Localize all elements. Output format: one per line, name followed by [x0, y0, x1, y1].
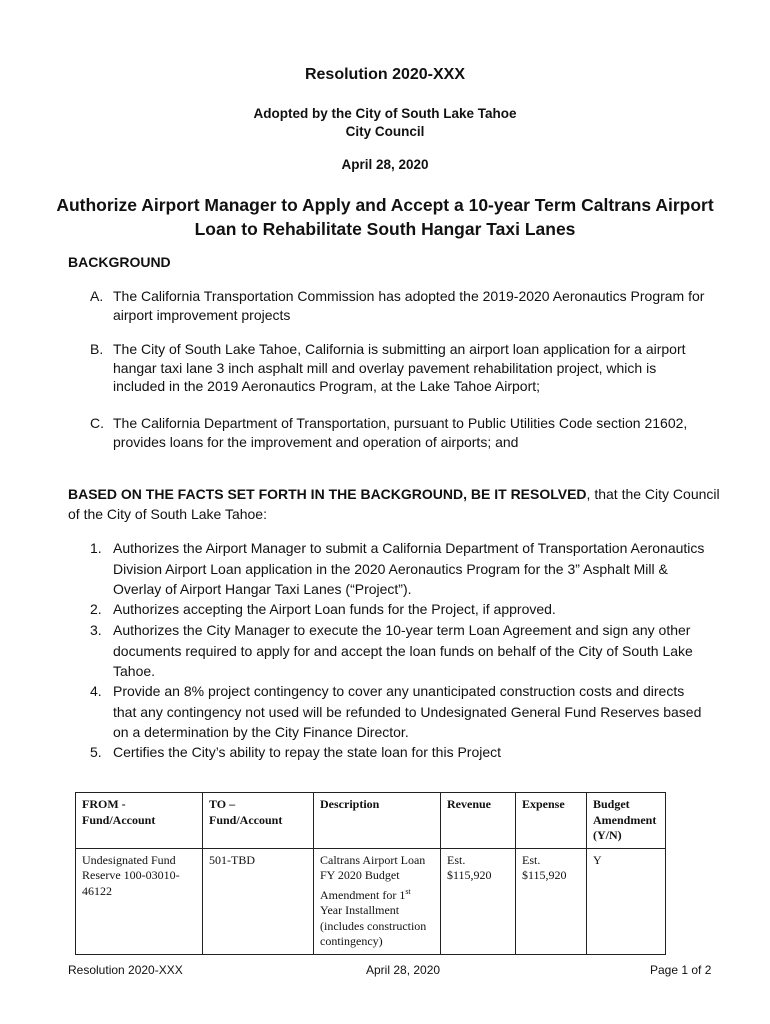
item-text: Certifies the City’s ability to repay the state loan for this Project [113, 744, 502, 760]
table-row [76, 848, 666, 954]
cell-revenue: Est. $115,920 [441, 848, 516, 954]
adopted-line-1: Adopted by the City of South Lake Tahoe [253, 106, 517, 121]
description-part-2: Year Installment (includes construction contingency) [320, 903, 427, 948]
header-revenue: Revenue [441, 793, 516, 849]
background-item-b [90, 340, 710, 396]
item-text: The California Transportation Commission has adopted the 2019-2020 Aeronautics Program for airport improvement projects [113, 288, 705, 323]
background-heading: BACKGROUND [68, 254, 171, 270]
item-text: Authorizes the City Manager to execute the 10-year term Loan Agreement and sign any other documents required to apply for and accept the loan funds on behalf of the City of South Lake Tahoe. [113, 622, 693, 679]
item-number: 5. [90, 744, 102, 760]
adopted-line-2: City Council [345, 124, 425, 139]
resolution-item-1 [90, 538, 710, 600]
description-part-1: Caltrans Airport Loan FY 2020 Budget Amendment for 1 [320, 852, 426, 902]
header-budget-amendment: Budget Amendment (Y/N) [587, 793, 666, 849]
resolution-item-3 [90, 620, 710, 682]
cell-description [314, 848, 441, 954]
background-item-a [90, 287, 710, 324]
resolution-item-2 [90, 599, 710, 620]
headline-line-2: Loan to Rehabilitate South Hangar Taxi Lanes [194, 219, 576, 239]
resolution-title: Resolution 2020-XXX [304, 66, 466, 83]
headline-line-1: Authorize Airport Manager to Apply and Accept a 10-year Term Caltrans Airport [56, 195, 714, 215]
item-number: 1. [90, 540, 102, 556]
item-letter: A. [90, 288, 104, 304]
adopted-by [0, 105, 770, 141]
cell-budget-amendment: Y [587, 848, 666, 954]
description-superscript: st [405, 886, 411, 896]
resolved-clause [68, 484, 728, 524]
item-letter: C. [90, 415, 104, 431]
budget-table [75, 792, 666, 955]
item-number: 2. [90, 601, 102, 617]
item-number: 4. [90, 683, 102, 699]
resolution-headline [0, 193, 770, 241]
header-description: Description [314, 793, 441, 849]
header-expense: Expense [516, 793, 587, 849]
resolution-item-5 [90, 742, 710, 763]
cell-from: Undesignated Fund Reserve 100-03010-46122 [76, 848, 203, 954]
footer-center: April 28, 2020 [366, 963, 441, 977]
resolution-date: April 28, 2020 [341, 157, 429, 172]
item-text: Authorizes the Airport Manager to submit a California Department of Transportation Aeronautics Division Airport Loan application in the 2020 Aeronautics Program for the 3” Asphalt Mill & Overlay of Airport Hangar Taxi Lanes (“Project”). [113, 540, 705, 597]
resolved-rest: , that the City Council of the City of South Lake Tahoe: [68, 486, 720, 522]
item-text: Provide an 8% project contingency to cover any unanticipated construction costs and directs that any contingency not used will be refunded to Undesignated General Fund Reserves based on a determination by the City Finance Director. [113, 683, 702, 740]
background-item-c [90, 414, 710, 451]
table-header-row [76, 793, 666, 849]
resolution-item-4 [90, 681, 710, 743]
item-text: Authorizes accepting the Airport Loan funds for the Project, if approved. [113, 601, 556, 617]
cell-to: 501-TBD [203, 848, 314, 954]
resolved-bold: BASED ON THE FACTS SET FORTH IN THE BACKGROUND, BE IT RESOLVED [68, 486, 587, 502]
footer-left: Resolution 2020-XXX [68, 963, 183, 977]
header-to: TO – Fund/Account [203, 793, 314, 849]
header-from: FROM - Fund/Account [76, 793, 203, 849]
item-letter: B. [90, 341, 104, 357]
cell-expense: Est. $115,920 [516, 848, 587, 954]
footer-page-number: Page 1 of 2 [650, 963, 712, 977]
item-number: 3. [90, 622, 102, 638]
item-text: The California Department of Transportation, pursuant to Public Utilities Code section 21602, provides loans for the improvement and operation of airports; and [113, 415, 688, 450]
item-text: The City of South Lake Tahoe, California is submitting an airport loan application for a airport hangar taxi lane 3 inch asphalt mill and overlay pavement rehabilitation project, which is included in the 2019 Aeronautics Program, at the Lake Tahoe Airport; [113, 341, 686, 394]
